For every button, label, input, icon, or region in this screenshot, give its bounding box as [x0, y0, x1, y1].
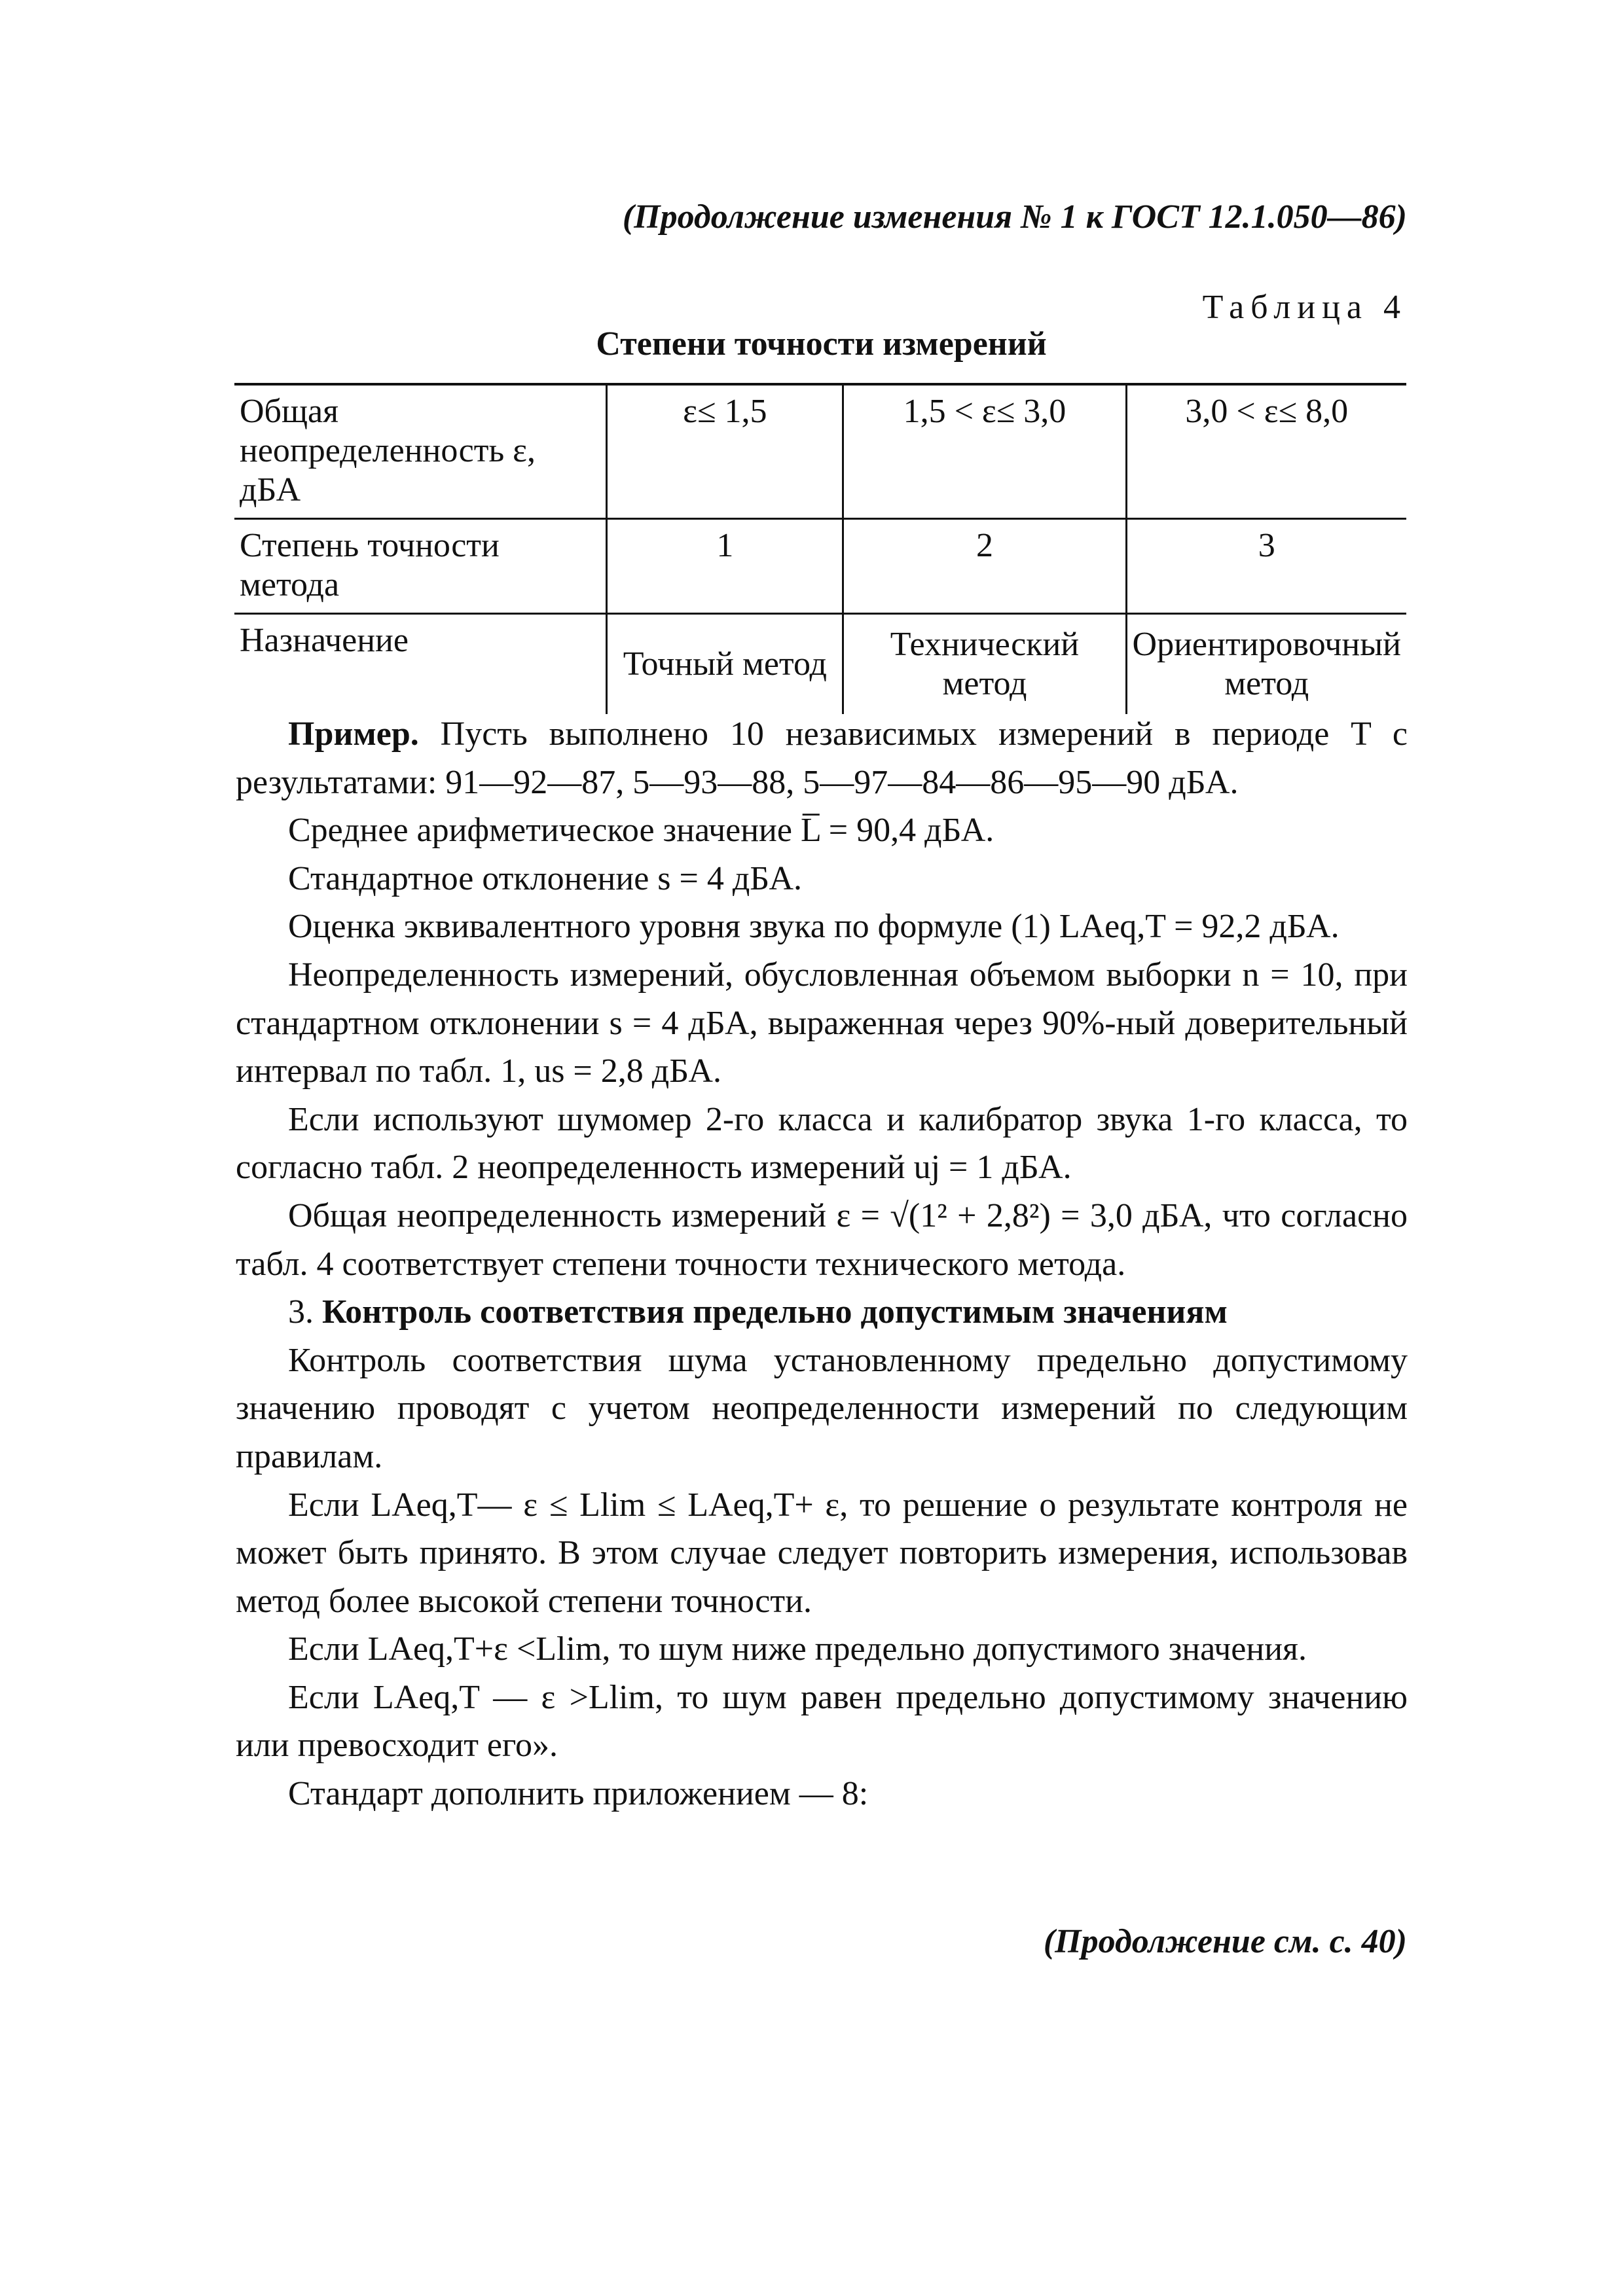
section-number: 3.: [288, 1293, 314, 1331]
table-title: Степени точности измерений: [596, 325, 1047, 363]
rule-undecided-paragraph: Если LAeq,T— ε ≤ Llim ≤ LAeq,T+ ε, то решение о результате контроля не может быть принято. В этом случае следует повторить измерения, использовав метод более высокой степени точности.: [236, 1486, 1408, 1620]
table-row: [234, 384, 1406, 519]
table-cell: 1,5 < ε≤ 3,0: [843, 384, 1126, 519]
std-deviation-paragraph: Стандартное отклонение s = 4 дБА.: [288, 859, 803, 897]
example-paragraph: [236, 710, 1408, 806]
control-paragraph: Контроль соответствия шума установленному предельно допустимому значению проводят с учетом неопределенности измерений по следующим правилам.: [236, 1341, 1408, 1475]
example-text: Пусть выполнено 10 независимых измерений в периоде T с результатами: 91—92—87, 5—93—88, 5—97—84—86—95—90 дБА.: [236, 715, 1408, 801]
rule-below-limit-paragraph: Если LAeq,T+ε <Llim, то шум ниже предельно допустимого значения.: [288, 1630, 1307, 1668]
total-uncertainty-paragraph: Общая неопределенность измерений ε = √(1² + 2,8²) = 3,0 дБА, что согласно табл. 4 соответствует степени точности технического метода.: [236, 1196, 1408, 1283]
page-header: (Продолжение изменения № 1 к ГОСТ 12.1.050—86): [622, 198, 1407, 236]
table-cell: 1: [607, 519, 843, 614]
table-cell: Точный метод: [607, 614, 843, 715]
table-row: [234, 614, 1406, 715]
table-cell: Ориентировочный метод: [1126, 614, 1406, 715]
table-row: [234, 519, 1406, 614]
equivalent-level-paragraph: Оценка эквивалентного уровня звука по формуле (1) LAeq,T = 92,2 дБА.: [288, 908, 1340, 946]
table-cell: 2: [843, 519, 1126, 614]
row-header: Степень точности метода: [234, 519, 607, 614]
page-footer: (Продолжение см. с. 40): [1043, 1923, 1407, 1960]
row-header: Назначение: [240, 622, 409, 659]
table-cell: 3: [1126, 519, 1406, 614]
table-cell: 3,0 < ε≤ 8,0: [1126, 384, 1406, 519]
table-cell: Технический метод: [843, 614, 1126, 715]
example-lead: Пример.: [288, 715, 419, 753]
instrument-uncertainty-paragraph: Если используют шумомер 2-го класса и калибратор звука 1-го класса, то согласно табл. 2 неопределенность измерений uj = 1 дБА.: [236, 1100, 1408, 1187]
appendix-paragraph: Стандарт дополнить приложением — 8:: [288, 1775, 869, 1813]
accuracy-table: [234, 383, 1406, 714]
body-text: [236, 710, 1408, 1818]
table-cell: ε≤ 1,5: [607, 384, 843, 519]
section-heading: [236, 1288, 1408, 1336]
sample-uncertainty-paragraph: Неопределенность измерений, обусловленная объемом выборки n = 10, при стандартном отклонении s = 4 дБА, выраженная через 90%-ный доверительный интервал по табл. 1, us = 2,8 дБА.: [236, 956, 1408, 1090]
mean-value-paragraph: Среднее арифметическое значение L̅ = 90,4 дБА.: [288, 812, 994, 850]
section-title: Контроль соответствия предельно допустимым значениям: [322, 1293, 1228, 1331]
row-header: Общая неопределенность ε, дБА: [234, 384, 607, 519]
rule-above-limit-paragraph: Если LAeq,T — ε >Llim, то шум равен предельно допустимому значению или превосходит его».: [236, 1678, 1408, 1765]
table-number: Таблица 4: [1202, 289, 1407, 326]
